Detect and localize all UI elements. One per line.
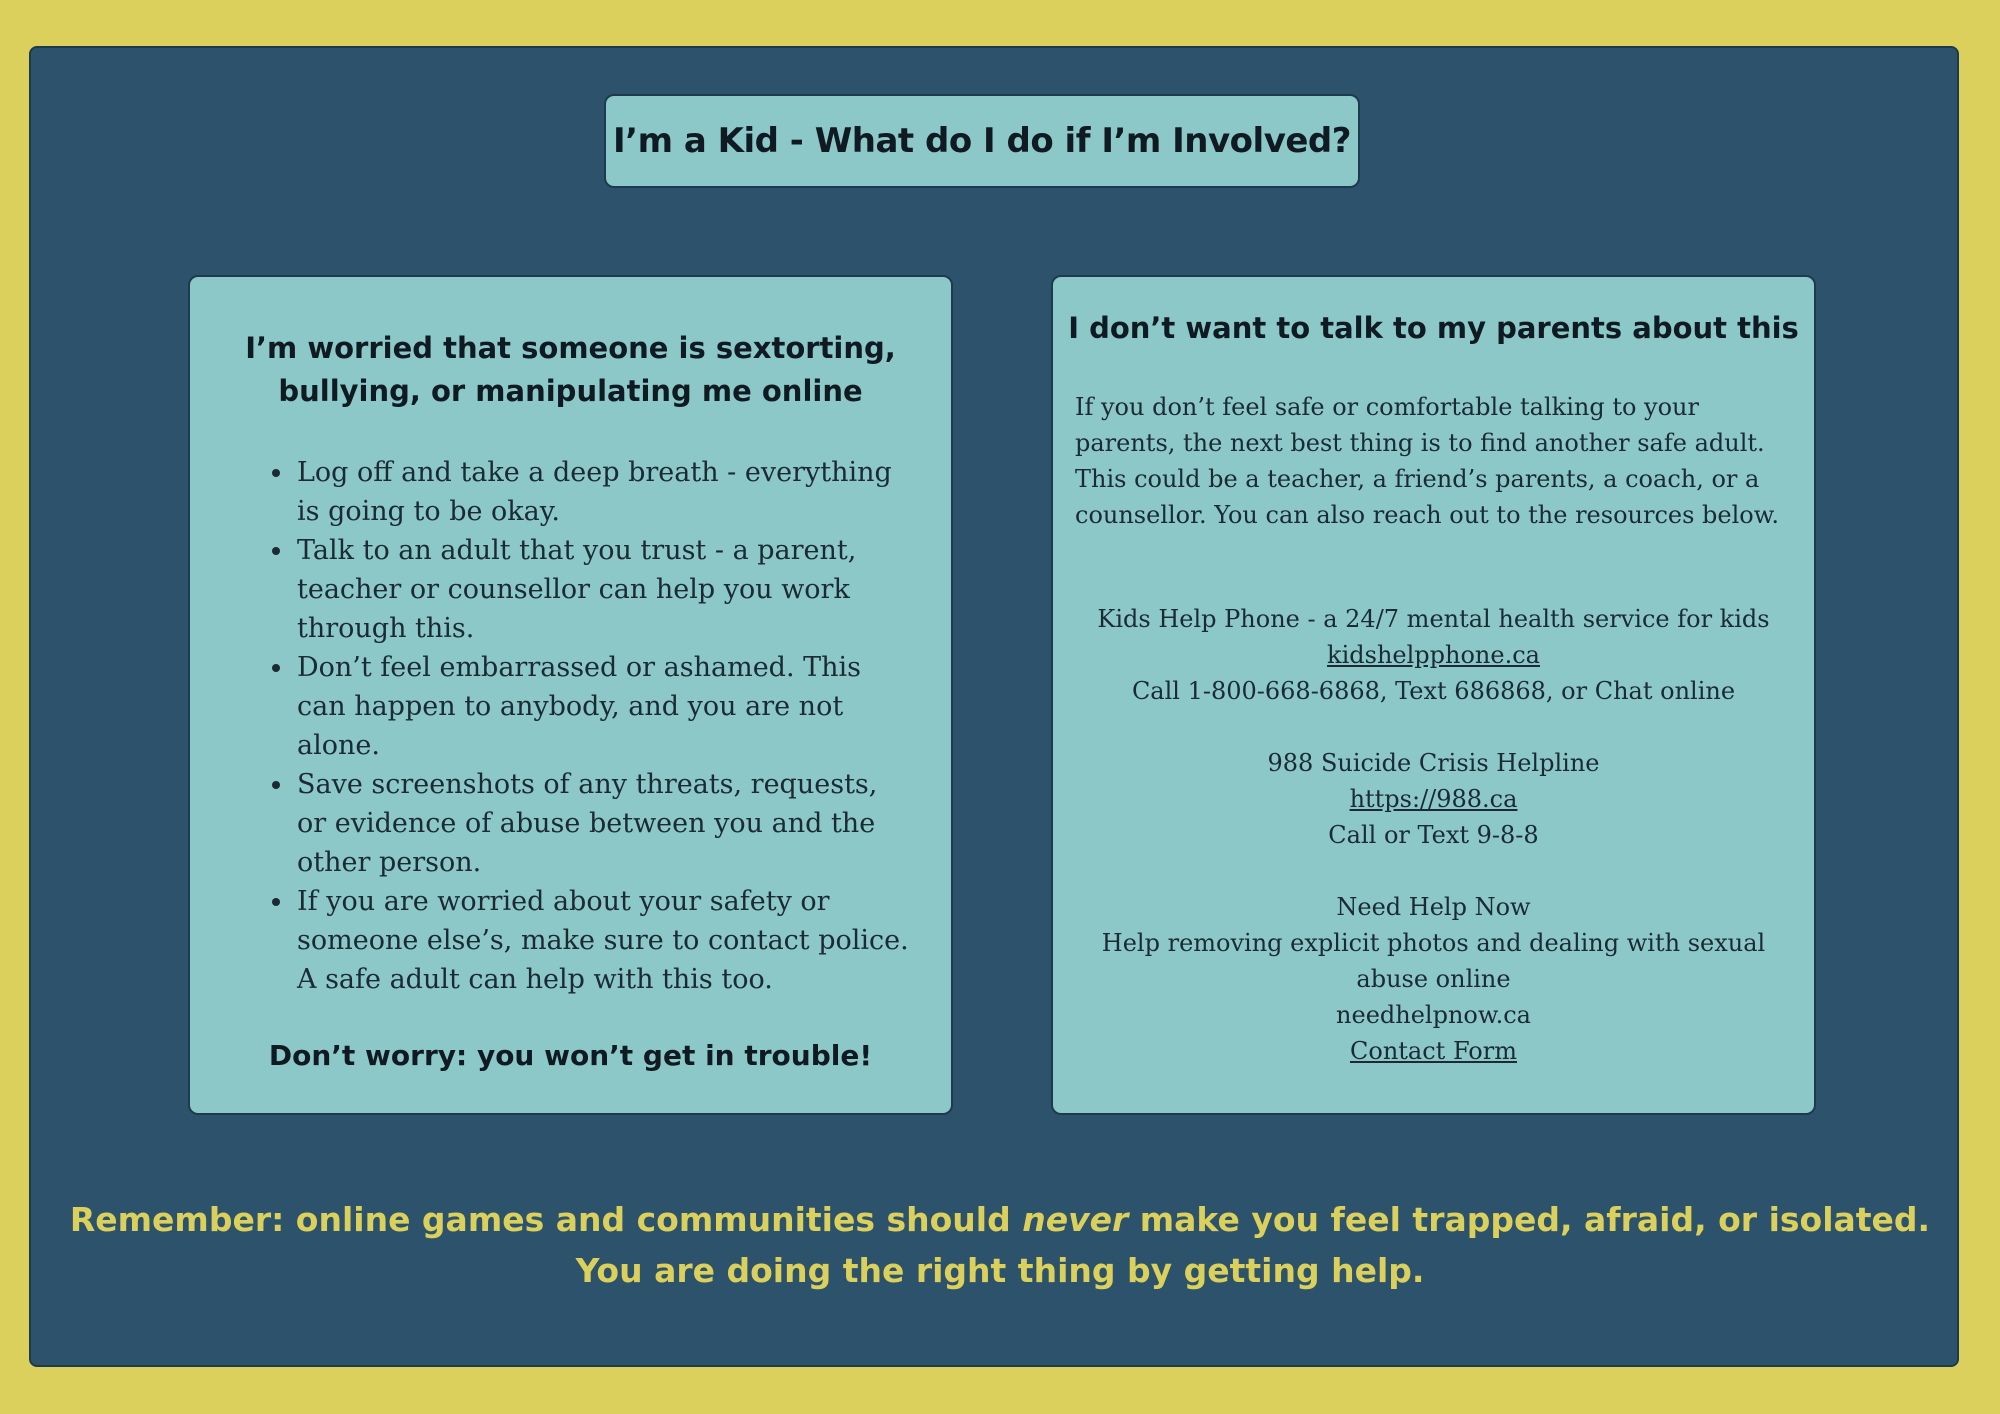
list-item: • If you are worried about your safety or someone else’s, make sure to contact police. A safe adult can help with this too. xyxy=(295,882,911,999)
footer-message xyxy=(40,1194,1960,1296)
advice-list xyxy=(260,453,911,999)
footer-text: make you feel trapped, afraid, or isolated. xyxy=(1128,1200,1931,1239)
worried-heading: I’m worried that someone is sextorting, bullying, or manipulating me online xyxy=(245,331,896,408)
resource-kids-help-phone xyxy=(1073,601,1794,709)
worried-card xyxy=(188,275,953,1115)
list-item: • Talk to an adult that you trust - a parent, teacher or counsellor can help you work through this. xyxy=(295,531,911,648)
kidshelpphone-link[interactable]: kidshelpphone.ca xyxy=(1327,641,1540,669)
resource-list xyxy=(1073,601,1794,1069)
contact-form-link[interactable]: Contact Form xyxy=(1350,1037,1517,1065)
page-title: I’m a Kid - What do I do if I’m Involved? xyxy=(613,121,1351,161)
resource-contact: Call or Text 9-8-8 xyxy=(1328,821,1539,849)
footer-emphasis: never xyxy=(1022,1200,1129,1239)
footer-line-2: You are doing the right thing by getting help. xyxy=(575,1251,1425,1290)
footer-line-1 xyxy=(40,1194,1960,1245)
988-link[interactable]: https://988.ca xyxy=(1349,785,1518,813)
resource-name: Kids Help Phone - a 24/7 mental health service for kids xyxy=(1097,605,1770,633)
parents-card xyxy=(1051,275,1816,1115)
resource-name: Need Help Now xyxy=(1336,893,1531,921)
reassurance-text: Don’t worry: you won’t get in trouble! xyxy=(268,1039,873,1072)
footer-text: Remember: online games and communities should xyxy=(69,1200,1023,1239)
list-item: • Log off and take a deep breath - everything is going to be okay. xyxy=(295,453,911,531)
resource-description: Help removing explicit photos and dealing with sexual abuse online xyxy=(1101,929,1766,993)
resource-name: 988 Suicide Crisis Helpline xyxy=(1267,749,1600,777)
resource-need-help-now xyxy=(1073,889,1794,1069)
resource-site: needhelpnow.ca xyxy=(1336,1001,1531,1029)
intro-text: If you don’t feel safe or comfortable talking to your parents, the next best thing is to find another safe adult. This could be a teacher, a friend’s parents, a coach, or a counsellor. You can also reach out to the resources below. xyxy=(1075,393,1780,529)
title-box xyxy=(604,94,1360,188)
list-item: • Save screenshots of any threats, requests, or evidence of abuse between you and the other person. xyxy=(295,765,911,882)
resource-988-helpline xyxy=(1073,745,1794,853)
resource-contact: Call 1-800-668-6868, Text 686868, or Chat online xyxy=(1131,677,1736,705)
parents-heading: I don’t want to talk to my parents about this xyxy=(1068,311,1799,345)
list-item: • Don’t feel embarrassed or ashamed. This can happen to anybody, and you are not alone. xyxy=(295,648,911,765)
